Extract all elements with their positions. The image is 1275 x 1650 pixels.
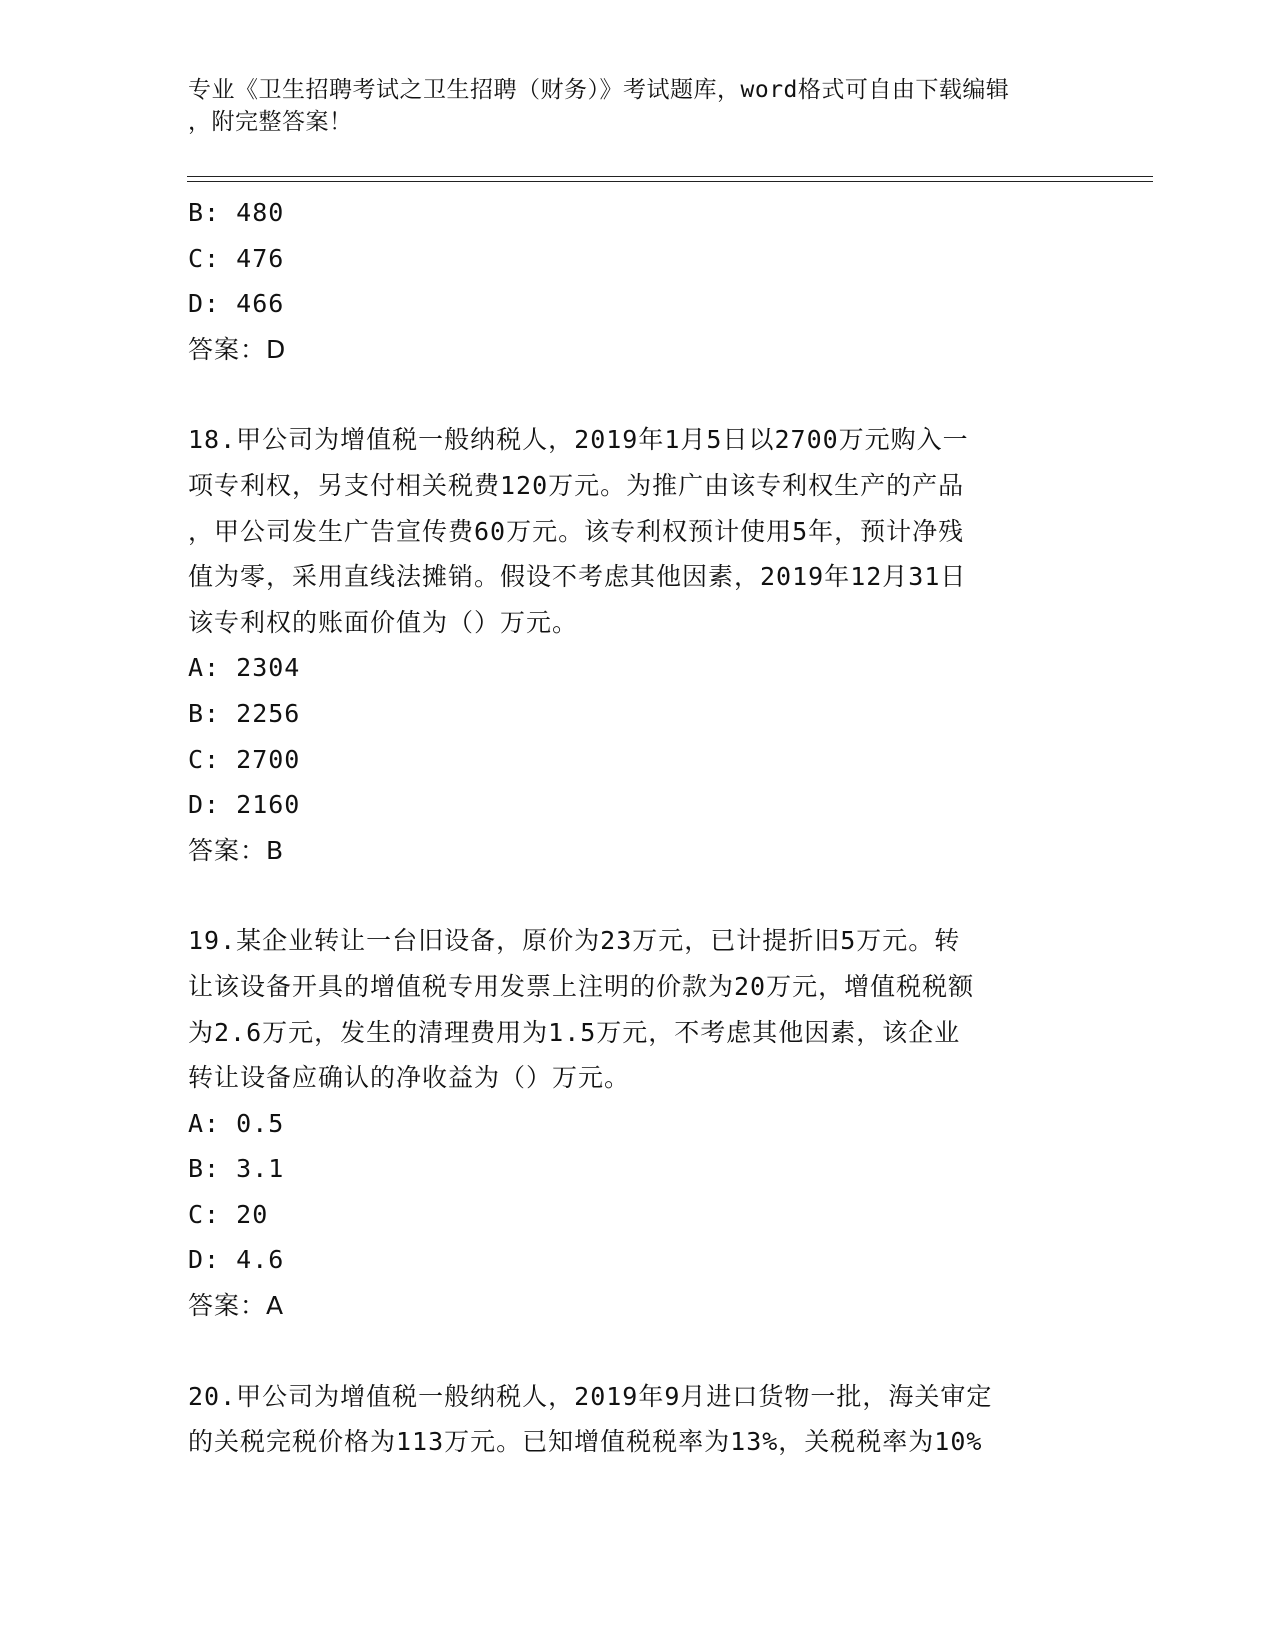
header-line-2: ，附完整答案！ (188, 109, 353, 135)
option-d: D: 2160 (188, 790, 301, 820)
question-20 (188, 1374, 1088, 1465)
question-text-line: 18.甲公司为增值税一般纳税人，2019年1月5日以2700万元购入一 (188, 425, 969, 455)
document-body (188, 190, 1088, 1465)
question-text-line: ，甲公司发生广告宣传费60万元。该专利权预计使用5年，预计净残 (188, 516, 965, 546)
question-text-line: 转让设备应确认的净收益为（）万元。 (188, 1063, 631, 1093)
question-17-tail (188, 190, 1088, 372)
option-b: B: 2256 (188, 698, 301, 728)
question-text-line: 19.某企业转让一台旧设备，原价为23万元，已计提折旧5万元。转 (188, 926, 961, 956)
answer: 答案：A (188, 1291, 285, 1321)
option-c: C: 2700 (188, 744, 301, 774)
question-text-line: 该专利权的账面价值为（）万元。 (188, 607, 579, 637)
header-divider-top (187, 176, 1153, 177)
option-a: A: 2304 (188, 653, 301, 683)
question-18 (188, 417, 1088, 873)
header-divider-bottom (187, 181, 1153, 182)
question-text-line: 让该设备开具的增值税专用发票上注明的价款为20万元，增值税税额 (188, 971, 975, 1001)
option-d: D: 4.6 (188, 1245, 285, 1275)
option-b: B: 480 (188, 198, 285, 227)
option-d: D: 466 (188, 289, 285, 319)
option-c: C: 20 (188, 1199, 269, 1229)
question-text-line: 的关税完税价格为113万元。已知增值税税率为13%，关税税率为10% (188, 1427, 983, 1457)
question-text-line: 值为零，采用直线法摊销。假设不考虑其他因素，2019年12月31日 (188, 562, 967, 592)
answer: 答案：D (188, 334, 287, 364)
option-c: C: 476 (188, 243, 285, 273)
question-19 (188, 918, 1088, 1328)
header-line-1: 专业《卫生招聘考试之卫生招聘（财务）》考试题库，word格式可自由下载编辑 (188, 77, 1010, 103)
answer: 答案：B (188, 835, 285, 865)
option-b: B: 3.1 (188, 1154, 285, 1184)
question-text-line: 20.甲公司为增值税一般纳税人，2019年9月进口货物一批，海关审定 (188, 1381, 993, 1411)
option-a: A: 0.5 (188, 1108, 285, 1138)
document-header (188, 74, 1088, 138)
question-text-line: 项专利权，另支付相关税费120万元。为推广由该专利权生产的产品 (188, 470, 965, 500)
question-text-line: 为2.6万元，发生的清理费用为1.5万元，不考虑其他因素，该企业 (188, 1017, 961, 1047)
